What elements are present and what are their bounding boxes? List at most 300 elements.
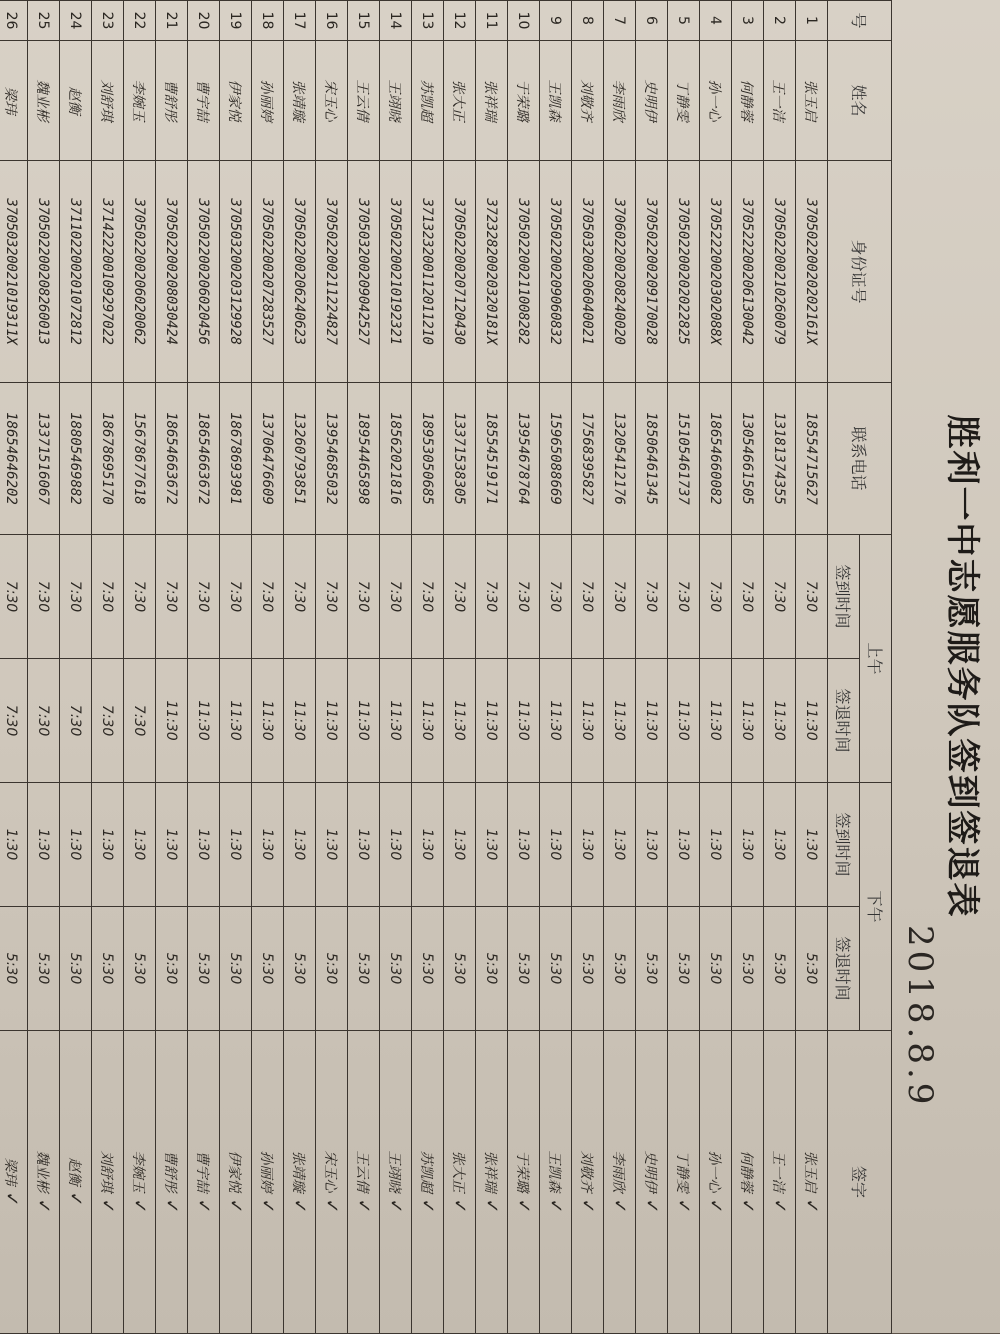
signature-cell [220,1031,252,1334]
row-number: 13 [412,1,444,41]
id-cell: 370502200207283527 [252,161,284,383]
pm-sign-out-cell: 5:30 [0,907,28,1031]
am-sign-in-cell: 7:30 [636,535,668,659]
row-number: 24 [60,1,92,41]
check-mark: ✓ [577,1198,598,1214]
id-cell: 370502200208260013 [28,161,60,383]
signature-cell [732,1031,764,1334]
am-sign-in-cell: 7:30 [764,535,796,659]
check-mark: ✓ [673,1198,694,1214]
row-number: 6 [636,1,668,41]
signature-cell [508,1031,540,1334]
pm-sign-in-cell: 1:30 [700,783,732,907]
name-cell: 王云倩 [348,41,380,161]
signature-cell [476,1031,508,1334]
signature-cell [0,1031,28,1334]
check-mark: ✓ [737,1198,758,1214]
name-cell: 王凯森 [540,41,572,161]
phone-cell: 13260793851 [284,383,316,535]
signature-cell [540,1031,572,1334]
pm-sign-in-cell: 1:30 [284,783,316,907]
pm-sign-in-cell: 1:30 [316,783,348,907]
pm-sign-in-cell: 1:30 [0,783,28,907]
am-sign-in-cell: 7:30 [92,535,124,659]
phone-cell: 13205412176 [604,383,636,535]
signature-text: 曹舒彤 [162,1150,178,1193]
col-header-afternoon: 下午 [860,783,892,1031]
row-number: 9 [540,1,572,41]
pm-sign-out-cell: 5:30 [28,907,60,1031]
am-sign-out-cell: 11:30 [764,659,796,783]
name-cell: 李雨欣 [604,41,636,161]
pm-sign-out-cell: 5:30 [252,907,284,1031]
name-cell: 梁玮 [0,41,28,161]
id-cell: 370502200206020062 [124,161,156,383]
am-sign-in-cell: 7:30 [28,535,60,659]
pm-sign-in-cell: 1:30 [412,783,444,907]
pm-sign-in-cell: 1:30 [60,783,92,907]
pm-sign-in-cell: 1:30 [540,783,572,907]
am-sign-in-cell: 7:30 [124,535,156,659]
name-cell: 张玉启 [796,41,828,161]
phone-cell: 13181374355 [764,383,796,535]
pm-sign-out-cell: 5:30 [636,907,668,1031]
am-sign-in-cell: 7:30 [476,535,508,659]
id-cell: 370502200209170028 [636,161,668,383]
table-row [508,1,540,1334]
phone-cell: 15105461737 [668,383,700,535]
pm-sign-out-cell: 5:30 [764,907,796,1031]
name-cell: 李婉玉 [124,41,156,161]
signature-cell [412,1031,444,1334]
check-mark: ✓ [225,1198,246,1214]
am-sign-in-cell: 7:30 [508,535,540,659]
table-row [380,1,412,1334]
name-cell: 史明伊 [636,41,668,161]
id-cell: 370502200211224827 [316,161,348,383]
pm-sign-in-cell: 1:30 [796,783,828,907]
id-cell: 370502200210260079 [764,161,796,383]
am-sign-out-cell: 11:30 [476,659,508,783]
signature-text: 梁玮 [2,1157,18,1186]
check-mark: ✓ [385,1198,406,1214]
id-cell: 370502200206020456 [188,161,220,383]
row-number: 10 [508,1,540,41]
pm-sign-in-cell: 1:30 [476,783,508,907]
phone-cell: 18654663672 [156,383,188,535]
am-sign-out-cell: 11:30 [252,659,284,783]
pm-sign-out-cell: 5:30 [508,907,540,1031]
row-number: 7 [604,1,636,41]
table-row [188,1,220,1334]
table-row [220,1,252,1334]
am-sign-out-cell: 11:30 [348,659,380,783]
row-number: 23 [92,1,124,41]
pm-sign-in-cell: 1:30 [508,783,540,907]
table-row [796,1,828,1334]
table-row [92,1,124,1334]
pm-sign-in-cell: 1:30 [220,783,252,907]
phone-cell: 18953050685 [412,383,444,535]
am-sign-out-cell: 11:30 [220,659,252,783]
id-cell: 370502200208030424 [156,161,188,383]
col-header-morning: 上午 [860,535,892,783]
pm-sign-in-cell: 1:30 [28,783,60,907]
signature-cell [188,1031,220,1334]
table-row [124,1,156,1334]
am-sign-out-cell: 7:30 [0,659,28,783]
name-cell: 赵衡 [60,41,92,161]
phone-cell: 18654646202 [0,383,28,535]
am-sign-in-cell: 7:30 [540,535,572,659]
row-number: 26 [0,1,28,41]
row-number: 12 [444,1,476,41]
am-sign-out-cell: 7:30 [60,659,92,783]
pm-sign-in-cell: 1:30 [764,783,796,907]
am-sign-in-cell: 7:30 [316,535,348,659]
pm-sign-out-cell: 5:30 [796,907,828,1031]
phone-cell: 15678677618 [124,383,156,535]
row-number: 20 [188,1,220,41]
pm-sign-out-cell: 5:30 [220,907,252,1031]
signature-text: 王翊晓 [386,1150,402,1193]
name-cell: 张祥瑞 [476,41,508,161]
name-cell: 刘敬齐 [572,41,604,161]
am-sign-in-cell: 7:30 [444,535,476,659]
table-row [28,1,60,1334]
am-sign-out-cell: 7:30 [124,659,156,783]
am-sign-out-cell: 11:30 [636,659,668,783]
signature-text: 李婉玉 [130,1150,146,1193]
pm-sign-in-cell: 1:30 [604,783,636,907]
signature-cell [284,1031,316,1334]
am-sign-out-cell: 11:30 [732,659,764,783]
signature-cell [796,1031,828,1334]
check-mark: ✓ [65,1191,86,1207]
signature-cell [700,1031,732,1334]
pm-sign-out-cell: 5:30 [700,907,732,1031]
phone-cell: 13371516067 [28,383,60,535]
check-mark: ✓ [289,1198,310,1214]
id-cell: 370502200202022825 [668,161,700,383]
pm-sign-in-cell: 1:30 [348,783,380,907]
signature-text: 何静蓉 [738,1150,754,1193]
pm-sign-out-cell: 5:30 [732,907,764,1031]
pm-sign-out-cell: 5:30 [188,907,220,1031]
id-cell: 370502200210192321 [380,161,412,383]
table-row [540,1,572,1334]
am-sign-in-cell: 7:30 [380,535,412,659]
pm-sign-in-cell: 1:30 [252,783,284,907]
id-cell: 370503200206040021 [572,161,604,383]
table-row [284,1,316,1334]
pm-sign-in-cell: 1:30 [92,783,124,907]
phone-cell: 18654663672 [188,383,220,535]
table-row [732,1,764,1334]
check-mark: ✓ [321,1198,342,1214]
row-number: 4 [700,1,732,41]
signature-text: 孙一心 [706,1150,722,1193]
id-cell: 37050320021019311X [0,161,28,383]
am-sign-in-cell: 7:30 [156,535,188,659]
pm-sign-out-cell: 5:30 [604,907,636,1031]
name-cell: 苏凯超 [412,41,444,161]
am-sign-out-cell: 11:30 [572,659,604,783]
check-mark: ✓ [513,1198,534,1214]
pm-sign-out-cell: 5:30 [380,907,412,1031]
name-cell: 刘舒琪 [92,41,124,161]
id-cell: 371323200112011210 [412,161,444,383]
signature-text: 孙丽婷 [258,1150,274,1193]
signature-cell [572,1031,604,1334]
phone-cell: 13706476609 [252,383,284,535]
row-number: 19 [220,1,252,41]
am-sign-in-cell: 7:30 [0,535,28,659]
check-mark: ✓ [97,1198,118,1214]
signature-text: 张祥瑞 [482,1150,498,1193]
am-sign-in-cell: 7:30 [412,535,444,659]
id-cell: 370503200203129928 [220,161,252,383]
am-sign-in-cell: 7:30 [668,535,700,659]
pm-sign-in-cell: 1:30 [156,783,188,907]
pm-sign-out-cell: 5:30 [540,907,572,1031]
row-number: 5 [668,1,700,41]
table-row [764,1,796,1334]
signature-text: 于荣璐 [514,1150,530,1193]
row-number: 18 [252,1,284,41]
check-mark: ✓ [481,1198,502,1214]
signature-cell [444,1031,476,1334]
am-sign-in-cell: 7:30 [700,535,732,659]
phone-cell: 18678693981 [220,383,252,535]
check-mark: ✓ [33,1198,54,1214]
signature-cell [668,1031,700,1334]
signature-text: 王云倩 [354,1150,370,1193]
phone-cell: 18562021816 [380,383,412,535]
check-mark: ✓ [1,1191,22,1207]
am-sign-out-cell: 11:30 [412,659,444,783]
row-number: 15 [348,1,380,41]
table-row [604,1,636,1334]
table-row [316,1,348,1334]
pm-sign-out-cell: 5:30 [60,907,92,1031]
signature-cell [348,1031,380,1334]
check-mark: ✓ [801,1198,822,1214]
pm-sign-in-cell: 1:30 [732,783,764,907]
signature-text: 张靖璇 [290,1150,306,1193]
pm-sign-out-cell: 5:30 [444,907,476,1031]
id-cell: 370502200211008282 [508,161,540,383]
phone-cell: 18805469882 [60,383,92,535]
name-cell: 王翊晓 [380,41,412,161]
table-row [252,1,284,1334]
check-mark: ✓ [161,1198,182,1214]
am-sign-out-cell: 11:30 [284,659,316,783]
phone-cell: 13954678764 [508,383,540,535]
am-sign-out-cell: 11:30 [540,659,572,783]
signature-cell [380,1031,412,1334]
table-row [572,1,604,1334]
table-row [156,1,188,1334]
pm-sign-out-cell: 5:30 [668,907,700,1031]
check-mark: ✓ [193,1198,214,1214]
row-number: 21 [156,1,188,41]
signature-text: 曹宇喆 [194,1150,210,1193]
name-cell: 张靖璇 [284,41,316,161]
pm-sign-in-cell: 1:30 [124,783,156,907]
form-title: 胜利一中志愿服务队签到签退表 [942,414,982,919]
id-cell: 370602200208240020 [604,161,636,383]
am-sign-out-cell: 7:30 [28,659,60,783]
name-cell: 张大正 [444,41,476,161]
name-cell: 王一洁 [764,41,796,161]
table-row [0,1,28,1334]
pm-sign-out-cell: 5:30 [476,907,508,1031]
am-sign-out-cell: 11:30 [796,659,828,783]
am-sign-out-cell: 11:30 [604,659,636,783]
form-date: 2018.8.9 [900,925,940,1109]
row-number: 25 [28,1,60,41]
signature-text: 张大正 [450,1150,466,1193]
col-header-name: 姓名 [828,41,892,161]
am-sign-out-cell: 11:30 [508,659,540,783]
id-cell: 371422200109297022 [92,161,124,383]
phone-cell: 18654660082 [700,383,732,535]
pm-sign-in-cell: 1:30 [572,783,604,907]
phone-cell: 18678695170 [92,383,124,535]
id-cell: 37232820020320181X [476,161,508,383]
signature-text: 刘敬齐 [578,1150,594,1193]
am-sign-out-cell: 11:30 [444,659,476,783]
pm-sign-in-cell: 1:30 [444,783,476,907]
pm-sign-out-cell: 5:30 [156,907,188,1031]
pm-sign-out-cell: 5:30 [348,907,380,1031]
am-sign-out-cell: 11:30 [156,659,188,783]
table-row [412,1,444,1334]
am-sign-out-cell: 11:30 [380,659,412,783]
check-mark: ✓ [129,1198,150,1214]
signature-text: 王凯森 [546,1150,562,1193]
name-cell: 曹宇喆 [188,41,220,161]
signature-cell [316,1031,348,1334]
phone-cell: 13371538305 [444,383,476,535]
col-header-signature: 签字 [828,1031,892,1334]
table-row [668,1,700,1334]
name-cell: 魏业彬 [28,41,60,161]
check-mark: ✓ [353,1198,374,1214]
phone-cell: 18954465898 [348,383,380,535]
check-mark: ✓ [257,1198,278,1214]
pm-sign-out-cell: 5:30 [284,907,316,1031]
table-row [700,1,732,1334]
check-mark: ✓ [641,1198,662,1214]
check-mark: ✓ [545,1198,566,1214]
id-cell: 37052220020302088X [700,161,732,383]
name-cell: 孙丽婷 [252,41,284,161]
name-cell: 丁静雯 [668,41,700,161]
am-sign-out-cell: 11:30 [668,659,700,783]
am-sign-in-cell: 7:30 [572,535,604,659]
am-sign-in-cell: 7:30 [188,535,220,659]
am-sign-out-cell: 11:30 [316,659,348,783]
col-header-id: 身份证号 [828,161,892,383]
signature-text: 李雨欣 [610,1150,626,1193]
signature-cell [92,1031,124,1334]
signature-cell [252,1031,284,1334]
name-cell: 曹舒彤 [156,41,188,161]
signature-text: 魏业彬 [34,1150,50,1193]
am-sign-in-cell: 7:30 [604,535,636,659]
signature-cell [604,1031,636,1334]
name-cell: 孙一心 [700,41,732,161]
am-sign-in-cell: 7:30 [60,535,92,659]
am-sign-out-cell: 11:30 [188,659,220,783]
col-header-am-sign-in: 签到时间 [828,535,860,659]
header-row-top [860,1,892,1334]
signature-cell [60,1031,92,1334]
am-sign-in-cell: 7:30 [220,535,252,659]
name-cell: 何静蓉 [732,41,764,161]
phone-cell: 18554715627 [796,383,828,535]
row-number: 16 [316,1,348,41]
row-number: 22 [124,1,156,41]
row-number: 3 [732,1,764,41]
am-sign-out-cell: 7:30 [92,659,124,783]
col-header-phone: 联系电话 [828,383,892,535]
signature-text: 赵衡 [66,1157,82,1186]
signature-text: 史明伊 [642,1150,658,1193]
signature-cell [28,1031,60,1334]
phone-cell: 13054661505 [732,383,764,535]
pm-sign-in-cell: 1:30 [188,783,220,907]
id-cell: 370522200206130042 [732,161,764,383]
pm-sign-out-cell: 5:30 [92,907,124,1031]
signature-text: 刘舒琪 [98,1150,114,1193]
pm-sign-in-cell: 1:30 [380,783,412,907]
check-mark: ✓ [705,1198,726,1214]
col-header-pm-sign-out: 签退时间 [828,907,860,1031]
signature-text: 苏凯超 [418,1150,434,1193]
am-sign-in-cell: 7:30 [732,535,764,659]
pm-sign-out-cell: 5:30 [412,907,444,1031]
signature-cell [636,1031,668,1334]
row-number: 8 [572,1,604,41]
table-body [0,1,828,1334]
pm-sign-out-cell: 5:30 [124,907,156,1031]
pm-sign-in-cell: 1:30 [668,783,700,907]
col-header-pm-sign-in: 签到时间 [828,783,860,907]
col-header-no: 号 [828,1,892,41]
am-sign-in-cell: 7:30 [348,535,380,659]
row-number: 14 [380,1,412,41]
name-cell: 伊家悦 [220,41,252,161]
signature-cell [156,1031,188,1334]
pm-sign-in-cell: 1:30 [636,783,668,907]
table-row [636,1,668,1334]
pm-sign-out-cell: 5:30 [572,907,604,1031]
phone-cell: 17568395827 [572,383,604,535]
pm-sign-out-cell: 5:30 [316,907,348,1031]
phone-cell: 18554519171 [476,383,508,535]
name-cell: 于荣璐 [508,41,540,161]
id-cell: 370502200206240623 [284,161,316,383]
check-mark: ✓ [449,1198,470,1214]
col-header-am-sign-out: 签退时间 [828,659,860,783]
id-cell: 37050220020202161X [796,161,828,383]
signature-text: 丁静雯 [674,1150,690,1193]
row-number: 1 [796,1,828,41]
phone-cell: 18506461345 [636,383,668,535]
